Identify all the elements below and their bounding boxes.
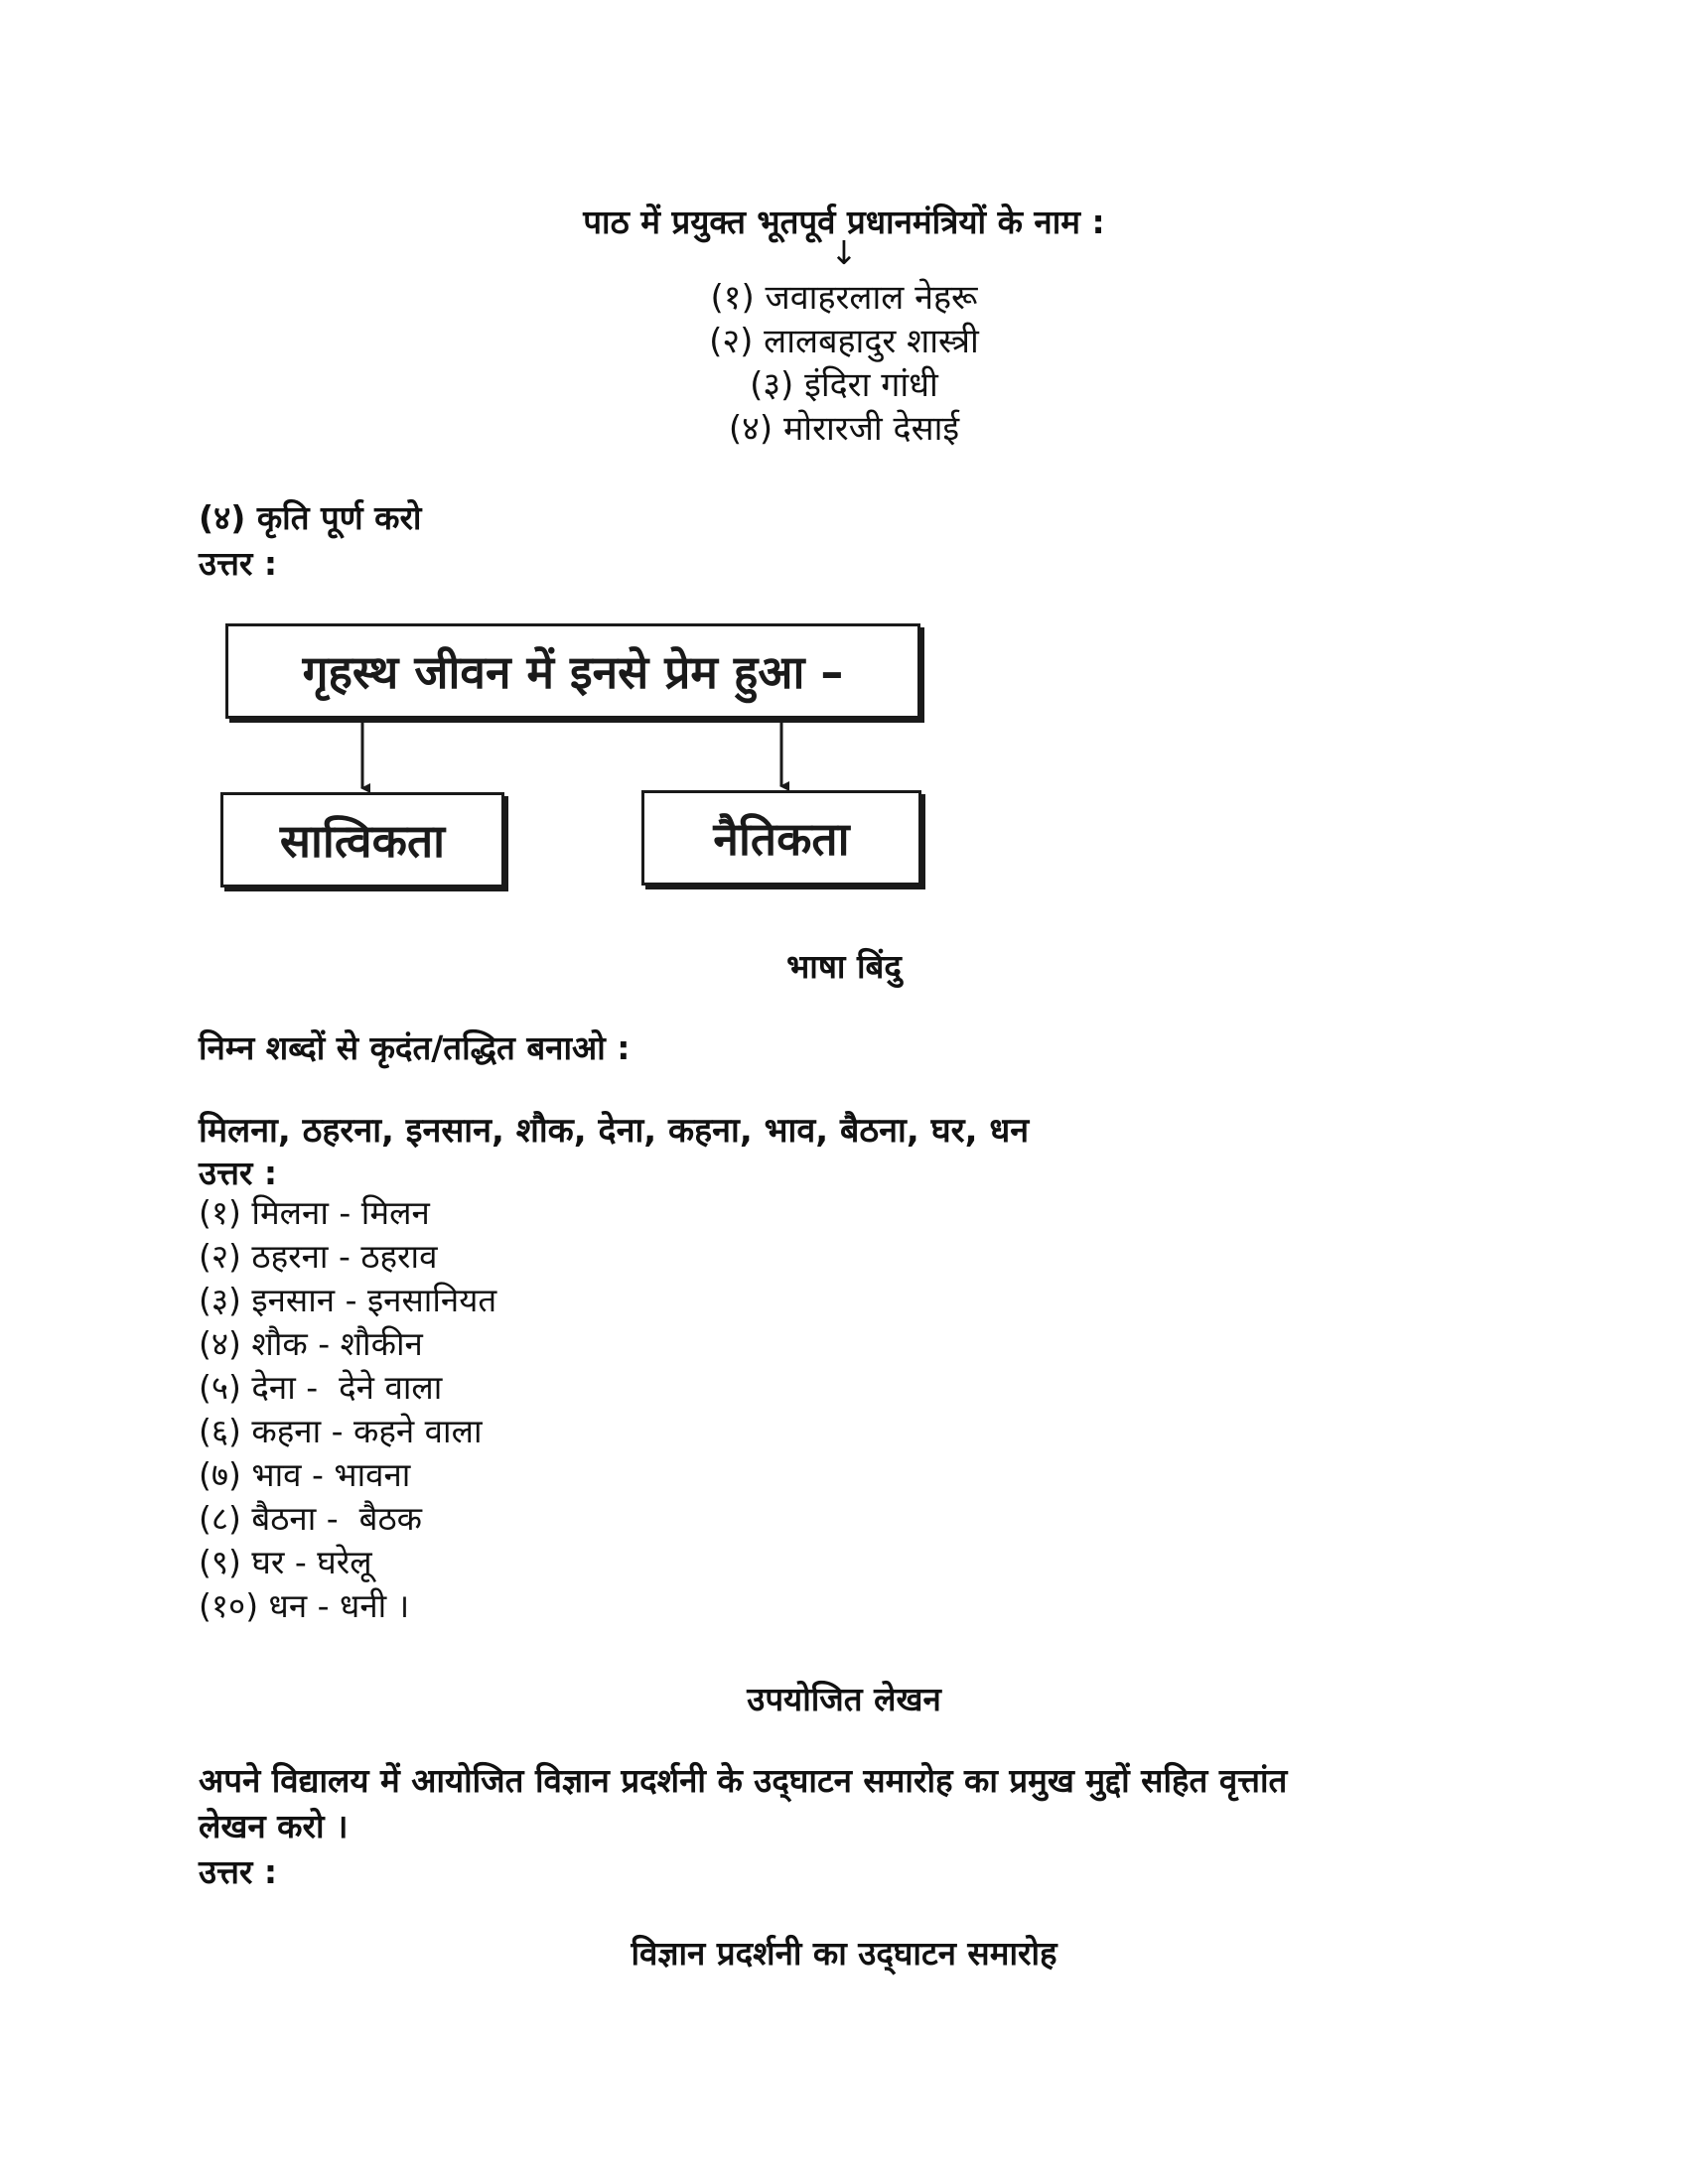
answer-list [199,1191,1489,1628]
answer-item: (४) शौक - शौकीन [199,1324,423,1363]
pm-list-item: (२) लालबहादुर शास्त्री [709,322,979,361]
diagram-right-box: नैतिकता [641,790,921,886]
pm-list-item: (१) जवाहरलाल नेहरू [710,278,978,318]
question-line-1: अपने विद्यालय में आयोजित विज्ञान प्रदर्शनी के उद्‌घाटन समारोह का प्रमुख मुद्दों सहित वृत्तांत [199,1761,1288,1800]
answer-label: उत्तर : [199,544,278,583]
pm-list-item: (३) इंदिरा गांधी [750,365,938,405]
down-arrow-icon: ↓ [830,233,858,272]
pm-list [0,276,1688,451]
activity-heading: (४) कृति पूर्ण करो [199,498,422,537]
answer-item: (७) भाव - भावना [199,1455,411,1494]
essay-title: विज्ञान प्रदर्शनी का उद्‌घाटन समारोह [631,1934,1057,1973]
answer-item: (२) ठहरना - ठहराव [199,1237,438,1276]
answer-label: उत्तर : [199,1852,278,1891]
answer-item: (१) मिलना - मिलन [199,1193,430,1232]
instruction-text: निम्न शब्दों से कृदंत/तद्धित बनाओ : [199,1028,631,1067]
section-title-upyojit-lekhan: उपयोजित लेखन [747,1680,941,1718]
word-list: मिलना, ठहरना, इनसान, शौक, देना, कहना, भाव, बैठना, घर, धन [199,1111,1030,1151]
diagram-left-box: सात्विकता [220,792,504,887]
answer-label: उत्तर : [199,1154,278,1192]
question-line-2: लेखन करो । [199,1807,349,1845]
answer-item: (८) बैठना - बैठक [199,1499,423,1538]
answer-item: (५) देना - देने वाला [199,1368,443,1407]
diagram-top-box: गृहस्थ जीवन में इनसे प्रेम हुआ – [225,623,920,719]
pm-list-item: (४) मोरारजी देसाई [728,409,960,449]
concept-diagram [220,623,935,901]
pm-heading: पाठ में प्रयुक्त भूतपूर्व प्रधानमंत्रियों के नाम : [583,203,1105,241]
answer-item: (६) कहना - कहने वाला [199,1412,483,1450]
answer-item: (९) घर - घरेलू [199,1543,372,1581]
section-title-bhasha-bindu: भाषा बिंदु [786,947,902,986]
answer-item: (१०) धन - धनी । [199,1586,410,1625]
answer-item: (३) इनसान - इनसानियत [199,1281,497,1319]
